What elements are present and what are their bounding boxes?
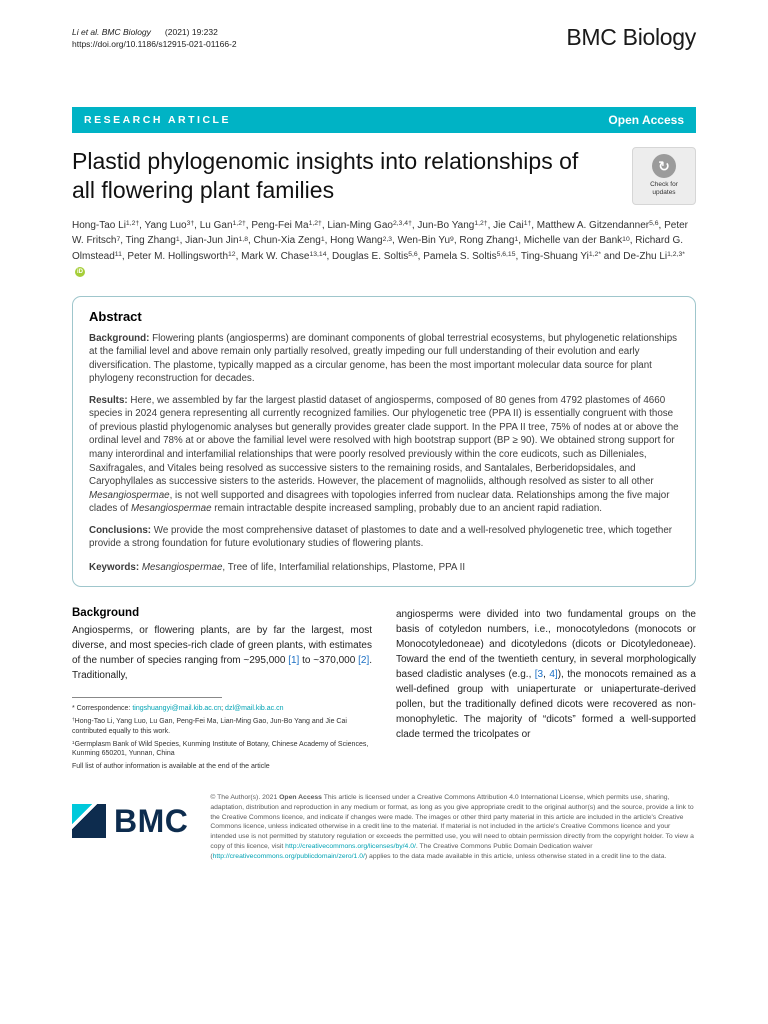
check-updates-label-line1: Check for xyxy=(650,181,678,188)
bmc-logo-mark xyxy=(72,804,106,838)
citation-ref-2[interactable]: [2] xyxy=(358,655,370,667)
journal-name: BMC Biology xyxy=(566,24,696,50)
body-paragraph-right: angiosperms were divided into two fundamental groups on the basis of cotyledon numbers, i.e., monocotyledons (monocots or Monocotyledoneae) and dicotyledons (dicots or Dicotyledoneae). Toward the end of the twentieth century, in several morphologically based cladistic analyses (e.g., [3, 4]), the monocots remained as a well-defined group with uniaperturate or uniaperturate-derived pollen, but the traditionally defined dicots were recovered as non-monophyletic. The majority of “dicots” formed a well-supported clade termed the tricolpates or xyxy=(396,609,696,741)
left-column xyxy=(72,607,372,775)
footnote-affiliation: $^1$Germplasm Bank of Wild Species, Kunming Institute of Botany, Chinese Academy of Sciences, Kunming 650201, Yunnan, China xyxy=(72,740,369,758)
footnote-equal-contribution: †Hong-Tao Li, Yang Luo, Lu Gan, Peng-Fei Ma, Lian-Ming Gao, Jun-Bo Yang and Jie Cai contributed equally to this work. xyxy=(72,717,347,735)
doi-link[interactable]: https://doi.org/10.1186/s12915-021-01166-2 xyxy=(72,39,237,50)
check-for-updates-badge[interactable] xyxy=(632,147,696,205)
body-paragraph-left: Angiosperms, or flowering plants, are by far the largest, most diverse, and most species-rich clade of green plants, with estimates of the number of species ranging from ~295,000 [1] to ~370,000 [2]. Traditionally, xyxy=(72,625,373,682)
author-list: Hong-Tao $Li^{1,2\dagger}$, Yang Luo$^{3\dagger}$, Lu Gan$^{1,2\dagger}$, Peng-Fei $Ma^{1,2\dagger}$, Lian-Ming Gao$^{2,3,4\dagger}$, Jun-Bo Yang$^{1,2\dagger}$, Jie Cai$^{1\dagger}$, Matthew A. Gitzendanner$^{5,6}$, Peter W. Fritsch$^7$, Ting Zhang$^1$, Jian-Jun Jin$^{1,8}$, Chun-Xia Zeng$^1$, Hong Wang$^{2,3}$, Wen-Bin Yu$^9$, Rong Zhang$^1$, Michelle van der Bank$^{10}$, Richard G. Olmstead$^{11}$, Peter M. Hollingsworth$^{12}$, Mark W. Chase$^{13,14}$, Douglas E. Soltis$^{5,6}$, Pamela S. Soltis$^{5,6,15}$, Ting-Shuang $Yi^{1,2*}$ and De-Zhu $Li^{1,2,3*}iD$ xyxy=(72,219,689,275)
open-access-label: Open Access xyxy=(608,113,684,127)
footnote-divider xyxy=(72,697,222,698)
article-type-banner xyxy=(72,107,696,133)
citation-line: Li et al. BMC Biology (2021) 19:232 xyxy=(72,26,218,37)
abstract-results-paragraph: Results: Here, we assembled by far the largest plastid dataset of angiosperms, composed of 80 genes from 4792 plastomes of 4660 species in 2024 genera representing all currently recognized families. Our phylogenetic tree (PPA II) is essentially congruent with those of previous plastid phylogenomic analyses but generally provides greater clade support. In the PPA II tree, 75% of nodes at or above the ordinal level and 78% at or above the familial level were resolved with high bootstrap support (BP ≥ 90). We obtained strong support for many interordinal and interfamilial relationships that were poorly resolved previously within the core eudicots, such as Dilleniales, Saxifragales, and Vitales being resolved as successive sisters to the remaining rosids, and Santalales, Berberidopsidales, and Caryophyllales as successive sisters to the asterids. However, the placement of magnoliids, although resolved as sister to all other Mesangiospermae, is not well supported and disagrees with topologies inferred from nuclear data. Relationships among the five major clades of Mesangiospermae remain intractable despite increased sampling, probably due to an ancient rapid radiation. xyxy=(89,394,679,515)
footnotes-block xyxy=(72,704,372,772)
check-updates-label-line2: updates xyxy=(652,189,676,197)
abstract-background-paragraph: Background: Flowering plants (angiosperms) are dominant components of global terrestrial ecosystems, but phylogenetic relationships at the familial level and above remain only partially resolved, greatly impeding our full understanding of their evolution and early diversification. The plastome, typically mapped as a circular genome, has been the most important molecular data source for plant phylogeny reconstruction for decades. xyxy=(89,332,678,385)
abstract-section xyxy=(72,296,696,587)
crossmark-icon: ↻ xyxy=(652,154,676,178)
orcid-icon[interactable]: iD xyxy=(77,268,83,275)
page-footer xyxy=(72,793,696,862)
abstract-heading: Abstract xyxy=(89,308,142,324)
email-link-tingshuangyi[interactable]: tingshuangyi@mail.kib.ac.cn xyxy=(132,705,222,713)
title-row xyxy=(72,147,696,206)
bmc-logo-text: BMC xyxy=(114,802,189,839)
body-columns xyxy=(72,607,696,775)
right-column xyxy=(396,607,696,775)
section-heading-background: Background xyxy=(72,607,140,620)
article-title: Plastid phylogenomic insights into relationships of all flowering plant families xyxy=(72,148,579,204)
footnote-correspondence: * Correspondence: tingshuangyi@mail.kib.ac.cn; dzl@mail.kib.ac.cn xyxy=(72,705,284,713)
citation-ref-3[interactable]: [3 xyxy=(534,669,544,681)
page-header xyxy=(72,24,696,51)
citation-ref-4[interactable]: 4] xyxy=(549,669,558,681)
abstract-keywords: Keywords: Mesangiospermae, Tree of life, Interfamilial relationships, Plastome, PPA II xyxy=(89,561,466,573)
article-type-label: RESEARCH ARTICLE xyxy=(84,114,231,126)
abstract-conclusions-paragraph: Conclusions: We provide the most comprehensive dataset of plastomes to date and a well-resolved phylogenetic tree, which together provide a strong foundation for future evolutionary studies of flowering plants. xyxy=(89,524,673,550)
email-link-dzl[interactable]: dzl@mail.kib.ac.cn xyxy=(225,705,284,713)
cc0-waiver-link[interactable]: http://creativecommons.org/publicdomain/zero/1.0/ xyxy=(212,852,365,860)
footnote-full-list: Full list of author information is available at the end of the article xyxy=(72,763,270,771)
citation-ref-1[interactable]: [1] xyxy=(288,655,300,667)
citation-block xyxy=(72,26,237,52)
bmc-logo xyxy=(72,803,188,840)
cc-by-license-link[interactable]: http://creativecommons.org/licenses/by/4.0/ xyxy=(285,843,416,851)
license-text: © The Author(s). 2021 Open Access This article is licensed under a Creative Commons Attribution 4.0 International License, which permits use, sharing, adaptation, distribution and reproduction in any medium or format, as long as you give appropriate credit to the original author(s) and the source, provide a link to the Creative Commons licence, and indicate if changes were made. The images or other third party material in this article are included in the article's Creative Commons licence, unless indicated otherwise in a credit line to the material. If material is not included in the article's Creative Commons licence and your intended use is not permitted by statutory regulation or exceeds the permitted use, you will need to obtain permission directly from the copyright holder. To view a copy of this licence, visit http://creativecommons.org/licenses/by/4.0/. The Creative Commons Public Domain Dedication waiver (http://creativecommons.org/publicdomain/zero/1.0/) applies to the data made available in this article, unless otherwise stated in a credit line to the data. xyxy=(210,793,694,860)
